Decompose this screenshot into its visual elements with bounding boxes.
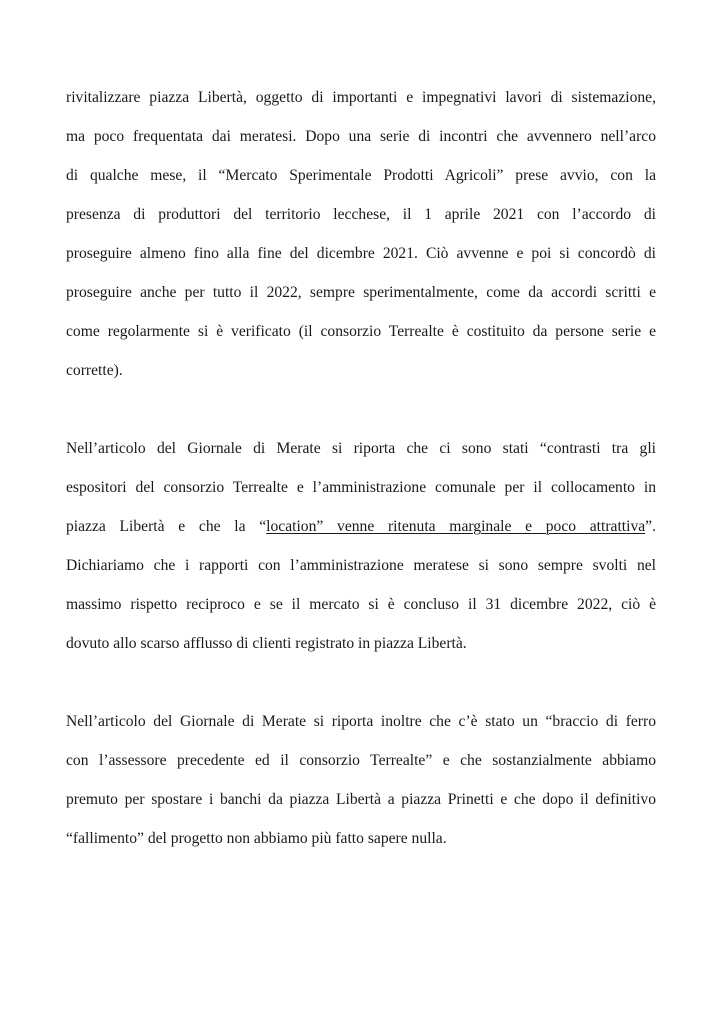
text-line: Nell’articolo del Giornale di Merate si riporta inoltre che c’è stato un “braccio di ferro: [66, 713, 656, 730]
text-line: “fallimento” del progetto non abbiamo più fatto sapere nulla.: [66, 830, 447, 847]
text-line: massimo rispetto reciproco e se il mercato si è concluso il 31 dicembre 2022, ciò è: [66, 596, 656, 613]
text-line: proseguire almeno fino alla fine del dicembre 2021. Ciò avvenne e poi si concordò di: [66, 245, 656, 262]
text-segment: piazza Libertà e che la “: [66, 518, 267, 535]
text-line: corrette).: [66, 362, 123, 379]
text-line: Nell’articolo del Giornale di Merate si riporta che ci sono stati “contrasti tra gli: [66, 440, 656, 457]
text-line: rivitalizzare piazza Libertà, oggetto di importanti e impegnativi lavori di sistemazione,: [66, 89, 656, 106]
text-line-with-underline: [66, 517, 656, 537]
text-line: come regolarmente si è verificato (il consorzio Terrealte è costituito da persone serie e: [66, 323, 656, 340]
text-line: con l’assessore precedente ed il consorzio Terrealte” e che sostanzialmente abbiamo: [66, 752, 656, 769]
text-line: presenza di produttori del territorio lecchese, il 1 aprile 2021 con l’accordo di: [66, 206, 656, 223]
text-line: ma poco frequentata dai meratesi. Dopo una serie di incontri che avvennero nell’arco: [66, 128, 656, 145]
text-segment: ”.: [645, 518, 656, 535]
text-line: proseguire anche per tutto il 2022, sempre sperimentalmente, come da accordi scritti e: [66, 284, 656, 301]
text-line: dovuto allo scarso afflusso di clienti registrato in piazza Libertà.: [66, 635, 467, 652]
underlined-quote: location” venne ritenuta marginale e poco attrattiva: [266, 518, 646, 535]
text-line: Dichiariamo che i rapporti con l’amministrazione meratese si sono sempre svolti nel: [66, 557, 656, 574]
text-line: di qualche mese, il “Mercato Sperimentale Prodotti Agricoli” prese avvio, con la: [66, 167, 656, 184]
text-line: espositori del consorzio Terrealte e l’amministrazione comunale per il collocamento in: [66, 479, 656, 496]
text-line: premuto per spostare i banchi da piazza Libertà a piazza Prinetti e che dopo il definitivo: [66, 791, 656, 808]
